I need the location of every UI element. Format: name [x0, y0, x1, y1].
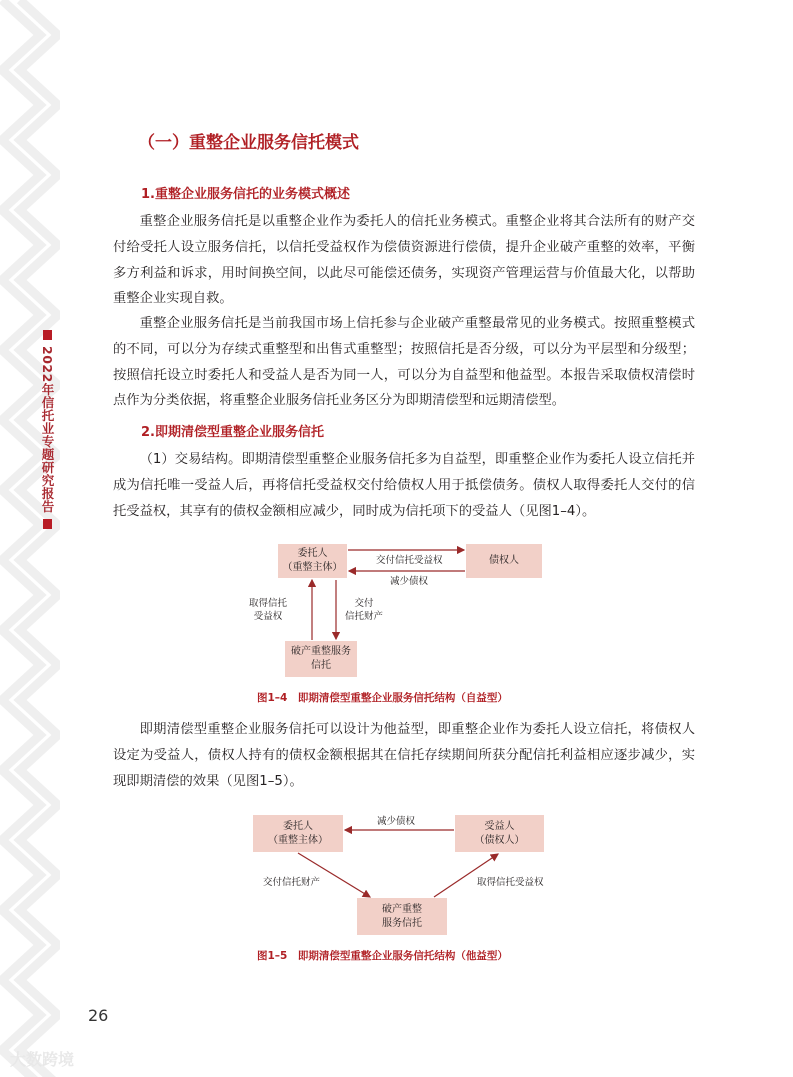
fig5-arrow-deliver-prop [298, 853, 370, 897]
section-title: （一）重整企业服务信托模式 [138, 133, 359, 153]
fig5-label-deliver-prop: 交付信托财产 [263, 877, 321, 888]
fig5-caption: 图1–5 即期清偿型重整企业服务信托结构（他益型） [257, 950, 508, 962]
fig4-settlor-box [278, 544, 347, 578]
paragraph-2: 重整企业服务信托是当前我国市场上信托参与企业破产重整最常见的业务模式。按照重整模式的不同，可以分为存续式重整型和出售式重整型；按照信托是否分级，可以分为平层型和分级型；按照信托设立时委托人和受益人是否为同一人，可以分为自益型和他益型。本报告采取债权清偿时点作为分类依据，将重整企业服务信托业务区分为即期清偿型和远期清偿型。 [113, 316, 695, 409]
page-number: 26 [88, 1006, 109, 1025]
fig4-trust-box [285, 641, 357, 677]
paragraph-4: 即期清偿型重整企业服务信托可以设计为他益型，即重整企业作为委托人设立信托，将债权人设定为受益人，债权人持有的债权金额根据其在信托存续期间所获分配信托利益相应逐步减少，实现即期清偿的效果（见图1–5）。 [113, 722, 695, 789]
subsection-title-2: 2.即期清偿型重整企业服务信托 [141, 425, 324, 440]
fig5-trust-box [357, 898, 447, 935]
fig5-label-obtain-right: 取得信托受益权 [477, 877, 544, 888]
fig4-label-obtain [249, 597, 287, 623]
fig5-settlor-box [253, 815, 343, 852]
watermark-text: 大数跨境 [10, 1050, 75, 1069]
fig4-label-deliver-prop-2: 信托财产 [345, 611, 384, 622]
fig5-settlor-label: 委托人 [283, 820, 313, 832]
fig4-label-obtain-2: 受益权 [253, 611, 283, 622]
side-bracket-open [43, 330, 52, 340]
fig4-settlor-sublabel: （重整主体） [282, 562, 343, 573]
side-bracket-close [43, 519, 52, 529]
side-decorative-pattern [0, 0, 60, 1077]
side-report-title [38, 330, 56, 529]
paragraph-1: 重整企业服务信托是以重整企业作为委托人的信托业务模式。重整企业将其合法所有的财产交付给受托人设立服务信托，以信托受益权作为偿债资源进行偿债，提升企业破产重整的效率，平衡多方利益和诉求，用时间换空间，以此尽可能偿还债务，实现资产管理运营与价值最大化，以帮助重整企业实现自救。 [113, 214, 695, 307]
fig4-label-deliver-prop [345, 597, 383, 623]
fig4-creditor-box [466, 544, 542, 578]
fig5-settlor-sublabel: （重整主体） [268, 834, 328, 846]
fig5-beneficiary-label: 受益人 [484, 820, 515, 832]
fig4-caption: 图1–4 即期清偿型重整企业服务信托结构（自益型） [257, 692, 508, 704]
fig4-label-reduce-debt: 减少债权 [390, 576, 429, 587]
fig5-trust-label: 破产重整 [382, 903, 422, 915]
subsection-title-1: 1.重整企业服务信托的业务模式概述 [141, 187, 350, 202]
fig4-settlor-label: 委托人 [297, 548, 328, 559]
fig4-label-deliver-right: 交付信托受益权 [376, 555, 443, 566]
fig4-trust-label: 破产重整服务 [291, 646, 351, 657]
fig5-trust-sublabel: 服务信托 [382, 917, 422, 929]
fig4-trust-sublabel: 信托 [311, 660, 331, 671]
paragraph-3: （1）交易结构。即期清偿型重整企业服务信托多为自益型，即重整企业作为委托人设立信托并成为信托唯一受益人后，再将信托受益权交付给债权人用于抵偿债务。债权人取得委托人交付的信托受益权，其享有的债权金额相应减少，同时成为信托项下的受益人（见图1–4）。 [113, 452, 695, 519]
fig5-beneficiary-box [455, 815, 544, 852]
fig4-creditor-label: 债权人 [489, 555, 519, 566]
side-title-text: 2022年信托业专题研究报告 [40, 346, 55, 513]
fig5-beneficiary-sublabel: （债权人） [474, 834, 525, 846]
fig4-label-obtain-1: 取得信托 [249, 598, 288, 609]
fig4-label-deliver-prop-1: 交付 [354, 598, 374, 609]
fig5-label-reduce-debt: 减少债权 [377, 816, 416, 827]
